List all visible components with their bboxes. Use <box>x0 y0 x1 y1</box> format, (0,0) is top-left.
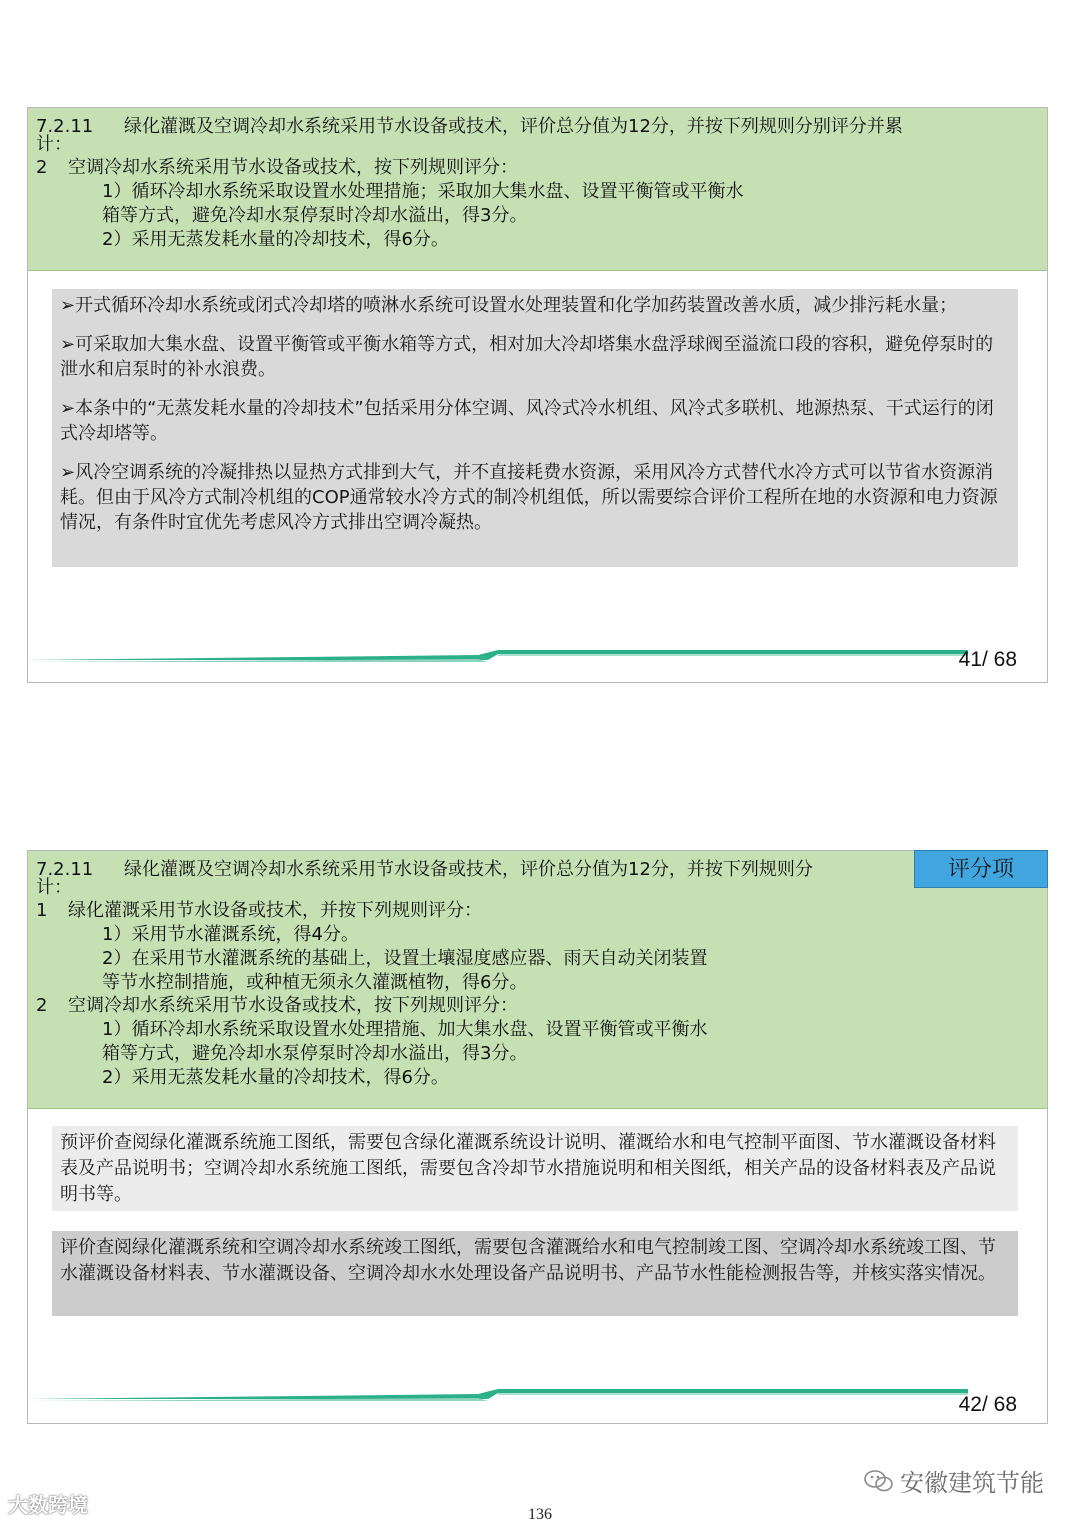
item-2-rule-1-line-b: 箱等方式，避免冷却水泵停泵时冷却水溢出，得3分。 <box>102 1043 528 1064</box>
criterion-number: 7.2.11 <box>36 116 94 137</box>
criterion-title-tail: 计： <box>36 877 72 898</box>
criterion-title <box>36 115 1045 139</box>
slide-41 <box>27 107 1048 683</box>
slide-page-number: 41/ 68 <box>958 648 1017 671</box>
criterion-title-text: 绿化灌溉及空调冷却水系统采用节水设备或技术，评价总分值为12分，并按下列规则分别评分并累 <box>124 116 903 137</box>
item-2-rule-1-line-a: 1）循环冷却水系统采取设置水处理措施；采取加大集水盘、设置平衡管或平衡水 <box>102 181 744 202</box>
item-2-rule-2: 2）采用无蒸发耗水量的冷却技术，得6分。 <box>102 1067 449 1088</box>
item-2-text: 空调冷却水系统采用节水设备或技术，按下列规则评分： <box>68 157 518 178</box>
slide-page-number: 42/ 68 <box>958 1393 1017 1416</box>
scoring-item-tag: 评分项 <box>914 850 1048 888</box>
watermark-account <box>864 1463 1044 1498</box>
item-2-index: 2 <box>36 995 48 1016</box>
note-item: ➢可采取加大集水盘、设置平衡管或平衡水箱等方式，相对加大冷却塔集水盘浮球阀至溢流口段的容积，避免停泵时的泄水和启泵时的补水浪费。 <box>60 334 994 380</box>
item-1-rule-1: 1）采用节水灌溉系统，得4分。 <box>102 924 359 945</box>
slide-42 <box>27 850 1048 1424</box>
criterion-header <box>28 108 1047 271</box>
criterion-header <box>28 851 1047 1109</box>
watermark-logo-left: 大数跨境 <box>8 1493 88 1517</box>
evaluation-note: 评价查阅绿化灌溉系统和空调冷却水系统竣工图纸，需要包含灌溉给水和电气控制竣工图、空调冷却水系统竣工图、节水灌溉设备材料表、节水灌溉设备、空调冷却水水处理设备产品说明书、产品节水性能检测报告等，并核实落实情况。 <box>52 1231 1018 1316</box>
item-1-rule-2-line-a: 2）在采用节水灌溉系统的基础上，设置土壤湿度感应器、雨天自动关闭装置 <box>102 948 708 969</box>
wechat-icon <box>864 1469 894 1493</box>
explanation-notes <box>52 289 1018 567</box>
criterion-number: 7.2.11 <box>36 859 94 880</box>
item-2-rule-2: 2）采用无蒸发耗水量的冷却技术，得6分。 <box>102 229 449 250</box>
item-2-index: 2 <box>36 157 48 178</box>
document-page-number: 136 <box>528 1506 552 1523</box>
pre-evaluation-note: 预评价查阅绿化灌溉系统施工图纸，需要包含绿化灌溉系统设计说明、灌溉给水和电气控制平面图、节水灌溉设备材料表及产品说明书；空调冷却水系统施工图纸，需要包含冷却节水措施说明和相关图纸，相关产品的设备材料表及产品说明书等。 <box>52 1126 1018 1211</box>
item-2-rule-1-line-b: 箱等方式，避免冷却水泵停泵时冷却水溢出，得3分。 <box>102 205 528 226</box>
footer-divider <box>28 648 968 664</box>
item-2-text: 空调冷却水系统采用节水设备或技术，按下列规则评分： <box>68 995 518 1016</box>
account-name: 安徽建筑节能 <box>900 1469 1044 1497</box>
item-1-rule-2-line-b: 等节水控制措施，或种植无须永久灌溉植物，得6分。 <box>102 972 528 993</box>
criterion-title-tail: 计： <box>36 134 72 155</box>
footer-divider <box>28 1387 968 1403</box>
item-2 <box>36 156 1039 180</box>
note-item: ➢开式循环冷却水系统或闭式冷却塔的喷淋水系统可设置水处理装置和化学加药装置改善水质，减少排污耗水量； <box>60 295 958 316</box>
item-2-rule-1-line-a: 1）循环冷却水系统采取设置水处理措施、加大集水盘、设置平衡管或平衡水 <box>102 1019 708 1040</box>
note-item: ➢风冷空调系统的冷凝排热以显热方式排到大气，并不直接耗费水资源，采用风冷方式替代水冷方式可以节省水资源消耗。但由于风冷方式制冷机组的COP通常较水冷方式的制冷机组低，所以需要综合评价工程所在地的水资源和电力资源情况，有条件时宜优先考虑风冷方式排出空调冷凝热。 <box>60 462 998 533</box>
item-1 <box>36 899 1039 923</box>
item-2 <box>36 994 1039 1018</box>
item-1-index: 1 <box>36 900 48 921</box>
criterion-title-text: 绿化灌溉及空调冷却水系统采用节水设备或技术，评价总分值为12分，并按下列规则分 <box>124 859 813 880</box>
item-1-text: 绿化灌溉采用节水设备或技术，并按下列规则评分： <box>68 900 482 921</box>
note-item: ➢本条中的“无蒸发耗水量的冷却技术”包括采用分体空调、风冷式冷水机组、风冷式多联机、地源热泵、干式运行的闭式冷却塔等。 <box>60 398 994 444</box>
